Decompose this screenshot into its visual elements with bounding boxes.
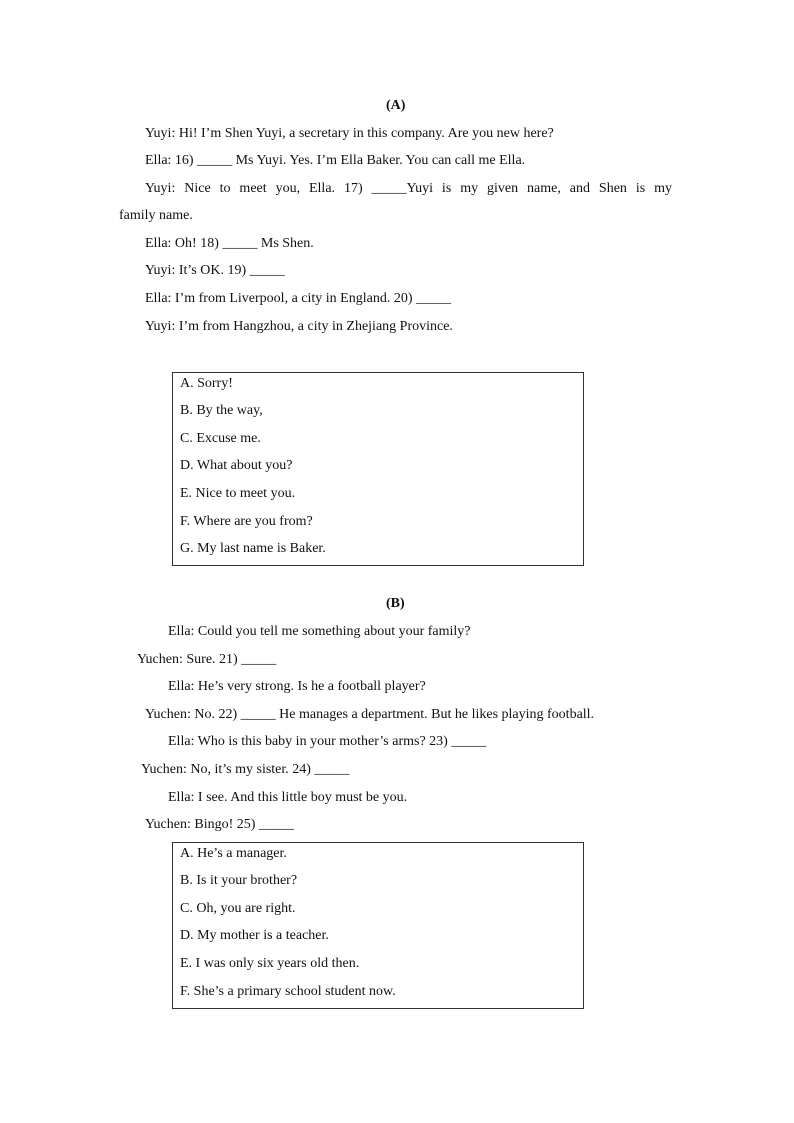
dialogue-line: Ella: I see. And this little boy must be you. xyxy=(168,790,408,805)
option-item: D. What about you? xyxy=(180,458,293,473)
dialogue-line: Ella: 16) _____ Ms Yuyi. Yes. I’m Ella Baker. You can call me Ella. xyxy=(145,153,526,168)
options-box-b xyxy=(172,842,584,1009)
dialogue-line: Ella: I’m from Liverpool, a city in England. 20) _____ xyxy=(145,291,451,306)
dialogue-line: Yuchen: No. 22) _____ He manages a department. But he likes playing football. xyxy=(145,707,595,722)
option-item: E. I was only six years old then. xyxy=(180,956,360,971)
option-item: D. My mother is a teacher. xyxy=(180,928,329,943)
option-item: A. He’s a manager. xyxy=(180,846,287,861)
options-box-a xyxy=(172,372,584,566)
option-item: B. Is it your brother? xyxy=(180,873,298,888)
dialogue-line: Yuyi: I’m from Hangzhou, a city in Zhejiang Province. xyxy=(145,319,453,334)
dialogue-line: Yuchen: No, it’s my sister. 24) _____ xyxy=(141,762,350,777)
dialogue-line: Ella: Oh! 18) _____ Ms Shen. xyxy=(145,236,314,251)
dialogue-line: Yuyi: It’s OK. 19) _____ xyxy=(145,263,285,278)
dialogue-line-continuation: family name. xyxy=(119,208,193,223)
option-item: A. Sorry! xyxy=(180,376,233,391)
option-item: E. Nice to meet you. xyxy=(180,486,296,501)
section-a-title: (A) xyxy=(386,98,406,113)
section-b-title: (B) xyxy=(386,596,405,611)
option-item: B. By the way, xyxy=(180,403,263,418)
option-item: F. Where are you from? xyxy=(180,514,313,529)
dialogue-line: Yuchen: Bingo! 25) _____ xyxy=(145,817,294,832)
dialogue-line: Yuyi: Hi! I’m Shen Yuyi, a secretary in this company. Are you new here? xyxy=(145,126,554,141)
dialogue-line: Ella: Could you tell me something about your family? xyxy=(168,624,471,639)
dialogue-line: Ella: Who is this baby in your mother’s arms? 23) _____ xyxy=(168,734,487,749)
option-item: C. Oh, you are right. xyxy=(180,901,296,916)
dialogue-line: Yuyi: Nice to meet you, Ella. 17) _____Yuyi is my given name, and Shen is my xyxy=(145,181,672,196)
option-item: F. She’s a primary school student now. xyxy=(180,984,396,999)
dialogue-line: Yuchen: Sure. 21) _____ xyxy=(137,652,277,667)
dialogue-line: Ella: He’s very strong. Is he a football player? xyxy=(168,679,426,694)
option-item: C. Excuse me. xyxy=(180,431,261,446)
option-item: G. My last name is Baker. xyxy=(180,541,326,556)
